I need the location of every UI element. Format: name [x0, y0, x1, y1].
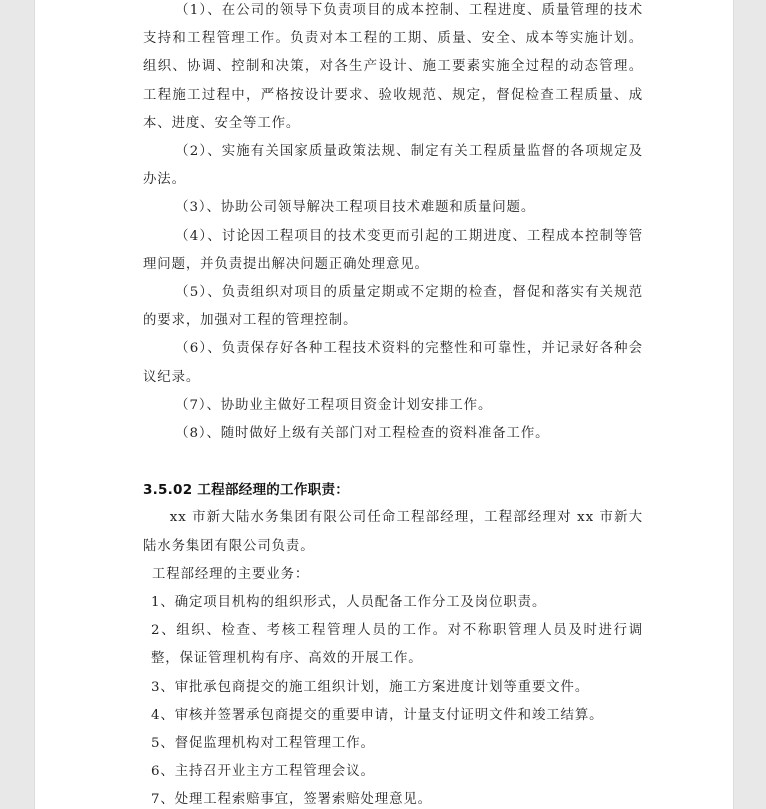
- duty-item-7: 7、处理工程索赔事宜，签署索赔处理意见。: [151, 792, 432, 808]
- duty-item-1: 1、确定项目机构的组织形式，人员配备工作分工及岗位职责。: [151, 595, 547, 611]
- duty-item-2: 2、组织、检查、考核工程管理人员的工作。对不称职管理人员及时进行调整，保证管理机构有序、高效的开展工作。: [151, 623, 643, 667]
- responsibility-item-7: （7）、协助业主做好工程项目资金计划安排工作。: [175, 397, 493, 413]
- responsibility-item-8: （8）、随时做好上级有关部门对工程检查的资料准备工作。: [175, 426, 550, 442]
- responsibility-item-4: （4）、讨论因工程项目的技术变更而引起的工期进度、工程成本控制等管理问题，并负责提出解决问题正确处理意见。: [143, 228, 643, 272]
- section-heading: 3.5.02 工程部经理的工作职责：: [143, 482, 350, 499]
- duty-item-3: 3、审批承包商提交的施工组织计划，施工方案进度计划等重要文件。: [151, 679, 590, 695]
- document-content: [143, 0, 643, 809]
- section-gap: [143, 448, 643, 476]
- responsibility-item-5: （5）、负责组织对项目的质量定期或不定期的检查，督促和落实有关规范的要求，加强对工程的管理控制。: [143, 285, 643, 329]
- responsibility-item-3: （3）、协助公司领导解决工程项目技术难题和质量问题。: [175, 200, 536, 216]
- responsibility-item-6: （6）、负责保存好各种工程技术资料的完整性和可靠性，并记录好各种会议纪录。: [143, 341, 643, 385]
- duty-item-6: 6、主持召开业主方工程管理会议。: [151, 764, 375, 780]
- duty-item-5: 5、督促监理机构对工程管理工作。: [151, 736, 375, 752]
- document-page: [34, 0, 734, 809]
- duty-item-4: 4、审核并签署承包商提交的重要申请，计量支付证明文件和竣工结算。: [151, 707, 604, 723]
- main-duties-lead: 工程部经理的主要业务：: [152, 566, 310, 582]
- responsibility-item-2: （2）、实施有关国家质量政策法规、制定有关工程质量监督的各项规定及办法。: [143, 144, 643, 188]
- manager-intro: xx 市新大陆水务集团有限公司任命工程部经理，工程部经理对 xx 市新大陆水务集团有限公司负责。: [143, 510, 643, 554]
- responsibility-item-1: （1）、在公司的领导下负责项目的成本控制、工程进度、质量管理的技术支持和工程管理工作。负责对本工程的工期、质量、安全、成本等实施计划。组织、协调、控制和决策，对各生产设计、施工要素实施全过程的动态管理。工程施工过程中，严格按设计要求、验收规范、规定，督促检查工程质量、成本、进度、安全等工作。: [143, 3, 643, 131]
